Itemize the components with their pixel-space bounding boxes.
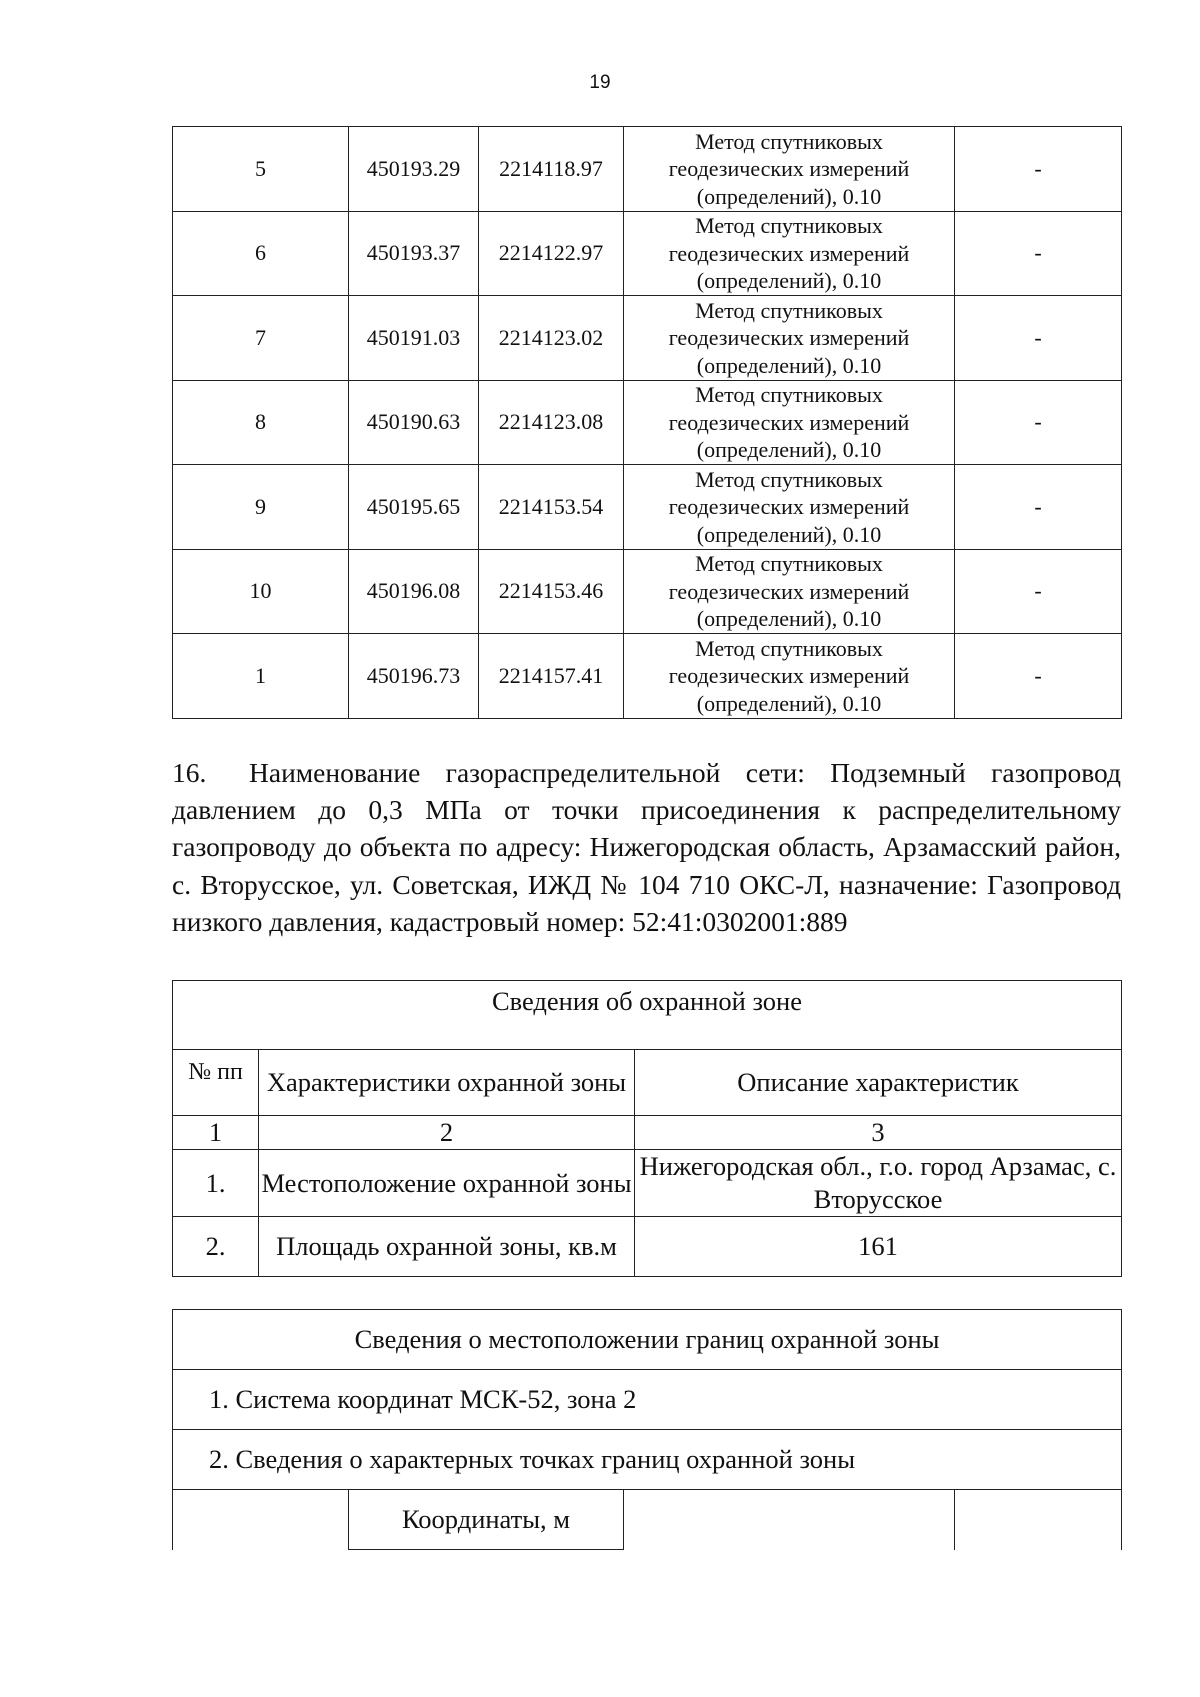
y-coordinate-cell: 2214153.46 xyxy=(479,549,624,634)
description-cell: - xyxy=(955,211,1122,296)
description-cell: - xyxy=(955,465,1122,550)
table-row xyxy=(173,465,1122,550)
method-cell xyxy=(624,380,955,465)
method-line: (определений), 0.10 xyxy=(696,268,882,293)
method-line: (определений), 0.10 xyxy=(696,521,882,547)
description-cell: - xyxy=(955,380,1122,465)
header-num: № пп xyxy=(173,1050,259,1116)
table-row xyxy=(173,127,1122,212)
row-characteristic: Площадь охранной зоны, кв.м xyxy=(259,1217,635,1277)
y-coordinate-cell: 2214123.02 xyxy=(479,296,624,381)
point-number-cell: 9 xyxy=(173,465,349,550)
index-cell: 1 xyxy=(173,1116,259,1150)
method-line: Метод спутниковых xyxy=(695,382,883,407)
method-line: (определений), 0.10 xyxy=(696,183,882,209)
point-number-cell: 1 xyxy=(173,634,349,719)
method-line: Метод спутниковых xyxy=(695,297,883,323)
method-line: (определений), 0.10 xyxy=(696,437,882,462)
method-line: Метод спутниковых xyxy=(695,551,883,576)
y-coordinate-cell: 2214123.08 xyxy=(479,380,624,465)
row-description: Нижегородская обл., г.о. город Арзамас, с. Вторусское xyxy=(635,1150,1122,1217)
characteristic-points-item: 2. Сведения о характерных точках границ охранной зоны xyxy=(173,1430,1122,1490)
section-text: Наименование газораспределительной сети: Подземный газопровод давлением до 0,3 МПа от точки присоединения к распределительному газопроводу до объекта по адресу: Нижегородская область, Арзамасский район, с. Вторусское, ул. Советская, ИЖД № 104 710 ОКС-Л, назначение: Газопровод низкого давления, кадастровый номер: 52:41:0302001:889 xyxy=(172,757,1121,937)
method-line: Метод спутниковых xyxy=(695,466,883,492)
row-characteristic: Местоположение охранной зоны xyxy=(259,1150,635,1217)
empty-cell xyxy=(624,1490,955,1550)
x-coordinate-cell: 450193.29 xyxy=(349,127,479,212)
method-line: геодезических измерений xyxy=(668,494,910,519)
index-cell: 3 xyxy=(635,1116,1122,1150)
coordinates-header: Координаты, м xyxy=(349,1490,624,1550)
location-table-title: Сведения о местоположении границ охранной зоны xyxy=(173,1310,1122,1370)
header-description: Описание характеристик xyxy=(635,1050,1122,1116)
y-coordinate-cell: 2214118.97 xyxy=(479,127,624,212)
point-number-cell: 8 xyxy=(173,380,349,465)
point-number-cell: 6 xyxy=(173,211,349,296)
point-number-cell: 7 xyxy=(173,296,349,381)
method-line: Метод спутниковых xyxy=(695,128,883,154)
header-characteristics: Характеристики охранной зоны xyxy=(259,1050,635,1116)
x-coordinate-cell: 450193.37 xyxy=(349,211,479,296)
table-row xyxy=(173,211,1122,296)
method-line: Метод спутниковых xyxy=(695,213,883,238)
empty-cell xyxy=(955,1490,1122,1550)
method-line: геодезических измерений xyxy=(668,578,910,604)
table-row xyxy=(173,380,1122,465)
description-cell: - xyxy=(955,296,1122,381)
method-cell xyxy=(624,127,955,212)
table-row xyxy=(173,549,1122,634)
x-coordinate-cell: 450191.03 xyxy=(349,296,479,381)
section-number: 16. xyxy=(172,757,207,788)
x-coordinate-cell: 450190.63 xyxy=(349,380,479,465)
row-description: 161 xyxy=(635,1217,1122,1277)
coordinates-table xyxy=(172,126,1122,719)
section-16-paragraph xyxy=(172,754,1121,940)
table-row xyxy=(173,634,1122,719)
page-number: 19 xyxy=(589,72,611,93)
method-line: (определений), 0.10 xyxy=(696,690,882,716)
method-cell xyxy=(624,549,955,634)
coordinate-system-item: 1. Система координат МСК-52, зона 2 xyxy=(173,1370,1122,1430)
location-table xyxy=(172,1309,1122,1550)
index-cell: 2 xyxy=(259,1116,635,1150)
y-coordinate-cell: 2214157.41 xyxy=(479,634,624,719)
protection-zone-table xyxy=(172,980,1122,1277)
method-line: геодезических измерений xyxy=(668,409,910,435)
point-number-cell: 5 xyxy=(173,127,349,212)
y-coordinate-cell: 2214153.54 xyxy=(479,465,624,550)
description-cell: - xyxy=(955,127,1122,212)
method-line: геодезических измерений xyxy=(668,325,910,350)
description-cell: - xyxy=(955,634,1122,719)
empty-cell xyxy=(173,1490,349,1550)
method-cell xyxy=(624,211,955,296)
x-coordinate-cell: 450196.73 xyxy=(349,634,479,719)
method-line: (определений), 0.10 xyxy=(696,606,882,631)
method-line: геодезических измерений xyxy=(668,240,910,266)
method-line: геодезических измерений xyxy=(668,663,910,688)
method-cell xyxy=(624,296,955,381)
row-num: 1. xyxy=(173,1150,259,1217)
description-cell: - xyxy=(955,549,1122,634)
y-coordinate-cell: 2214122.97 xyxy=(479,211,624,296)
x-coordinate-cell: 450196.08 xyxy=(349,549,479,634)
x-coordinate-cell: 450195.65 xyxy=(349,465,479,550)
row-num: 2. xyxy=(173,1217,259,1277)
method-cell xyxy=(624,465,955,550)
method-cell xyxy=(624,634,955,719)
method-line: геодезических измерений xyxy=(668,156,910,181)
method-line: (определений), 0.10 xyxy=(696,352,882,378)
table-row xyxy=(173,296,1122,381)
zone-table-title: Сведения об охранной зоне xyxy=(173,981,1122,1050)
method-line: Метод спутниковых xyxy=(695,635,883,661)
point-number-cell: 10 xyxy=(173,549,349,634)
